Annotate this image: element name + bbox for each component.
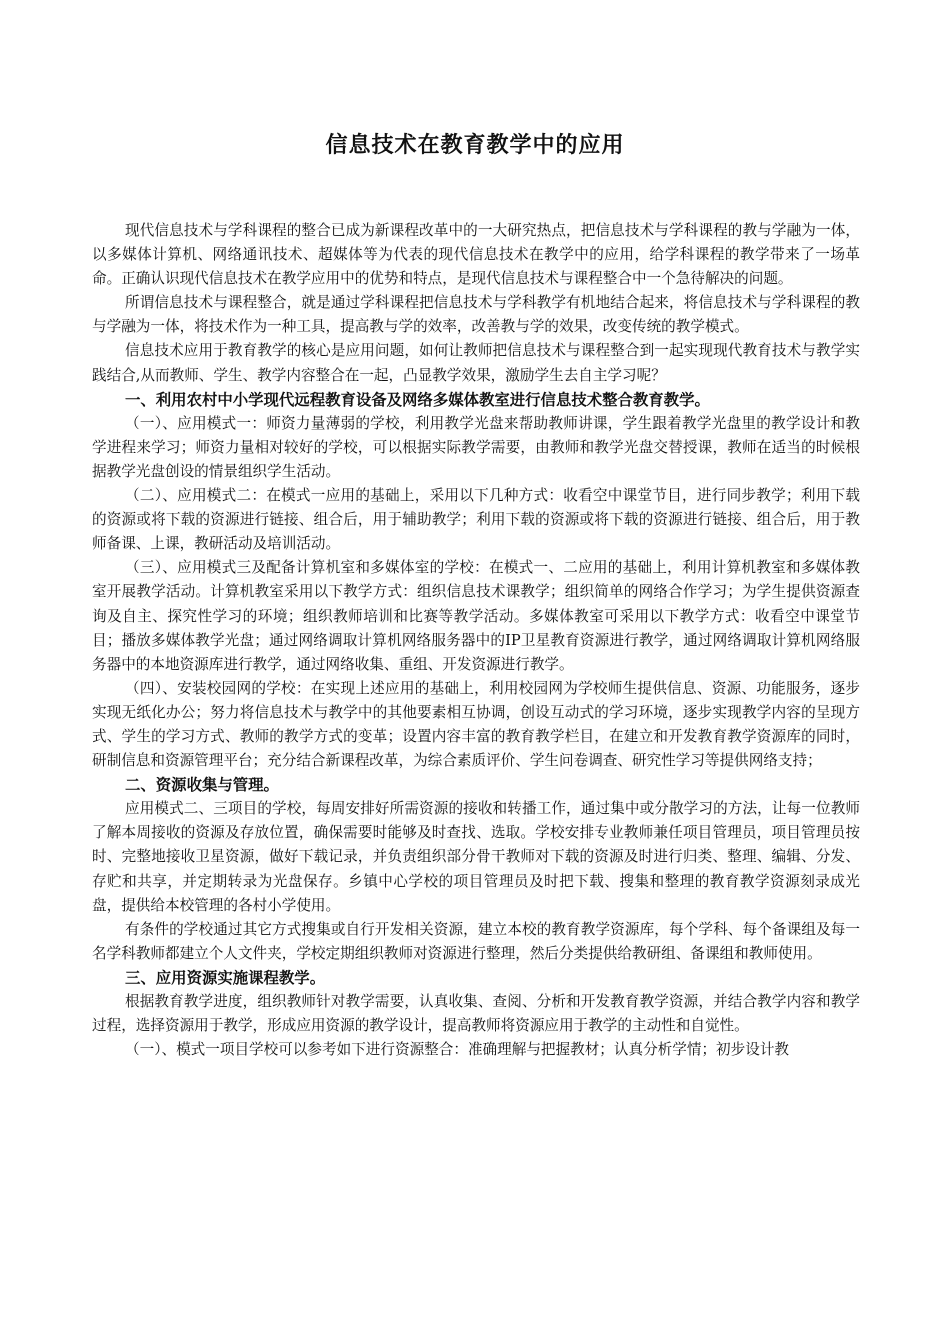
section-heading-2: 二、资源收集与管理。 (125, 776, 279, 795)
section-heading-1: 一、利用农村中小学现代远程教育设备及网络多媒体教室进行信息技术整合教育教学。 (125, 390, 710, 409)
document-title: 信息技术在教育教学中的应用 (325, 132, 625, 158)
paragraph-intro-1: 现代信息技术与学科课程的整合已成为新课程改革中的一大研究热点，把信息技术与学科课程的教与学融为一体，以多媒体计算机、网络通讯技术、超媒体等为代表的现代信息技术在教学中的应用，给学科课程的教学带来了一场革命。正确认识现代信息技术在教学应用中的优势和特点，是现代信息技术与课程整合中一个急待解决的问题。 (92, 222, 860, 288)
paragraph-collect-1: 应用模式二、三项目的学校，每周安排好所需资源的接收和转播工作，通过集中或分散学习的方法，让每一位教师了解本周接收的资源及存放位置，确保需要时能够及时查找、选取。学校安排专业教师兼任项目管理员，项目管理员按时、完整地接收卫星资源，做好下载记录，并负责组织部分骨干教师对下载的资源及时进行归类、整理、编辑、分发、存贮和共享，并定期转录为光盘保存。乡镇中心学校的项目管理员及时把下载、搜集和整理的教育教学资源刻录成光盘，提供给本校管理的各村小学使用。 (92, 800, 860, 914)
document-body (92, 219, 860, 1062)
paragraph-mode-2: （二）、应用模式二：在模式一应用的基础上，采用以下几种方式：收看空中课堂节目，进行同步教学；利用下载的资源或将下载的资源进行链接、组合后，用于辅助教学；利用下载的资源或将下载的资源进行链接、组合后，用于教师备课、上课，教研活动及培训活动。 (92, 487, 860, 553)
paragraph-apply-2: （一）、模式一项目学校可以参考如下进行资源整合：准确理解与把握教材；认真分析学情；初步设计教 (125, 1041, 790, 1059)
paragraph-intro-3: 信息技术应用于教育教学的核心是应用问题，如何让教师把信息技术与课程整合到一起实现现代教育技术与教学实践结合,从而教师、学生、教学内容整合在一起，凸显教学效果，激励学生去自主学习呢？ (92, 342, 860, 384)
paragraph-apply-1: 根据教育教学进度，组织教师针对教学需要，认真收集、查阅、分析和开发教育教学资源，并结合教学内容和教学过程，选择资源用于教学，形成应用资源的教学设计，提高教师将资源应用于教学的主动性和自觉性。 (92, 993, 860, 1035)
paragraph-intro-2: 所谓信息技术与课程整合，就是通过学科课程把信息技术与学科教学有机地结合起来，将信息技术与学科课程的教与学融为一体，将技术作为一种工具，提高教与学的效率，改善教与学的效果，改变传统的教学模式。 (92, 294, 860, 336)
paragraph-mode-4: （四）、安装校园网的学校：在实现上述应用的基础上，利用校园网为学校师生提供信息、资源、功能服务，逐步实现无纸化办公；努力将信息技术与教学中的其他要素相互协调，创设互动式的学习环境，逐步实现教学内容的呈现方式、学生的学习方式、教师的教学方式的变革；设置内容丰富的教育教学栏目，在建立和开发教育教学资源库的同时，研制信息和资源管理平台；充分结合新课程改革，为综合素质评价、学生问卷调查、研究性学习等提供网络支持； (92, 679, 860, 770)
section-heading-3: 三、应用资源实施课程教学。 (125, 968, 326, 987)
paragraph-collect-2: 有条件的学校通过其它方式搜集或自行开发相关资源，建立本校的教育教学资源库，每个学科、每个备课组及每一名学科教师都建立个人文件夹，学校定期组织教师对资源进行整理，然后分类提供给教研组、备课组和教师使用。 (92, 920, 860, 962)
paragraph-mode-1: （一）、应用模式一：师资力量薄弱的学校，利用教学光盘来帮助教师讲课，学生跟着教学光盘里的教学设计和教学进程来学习；师资力量相对较好的学校，可以根据实际教学需要，由教师和教学光盘交替授课，教师在适当的时候根据教学光盘创设的情景组织学生活动。 (92, 414, 860, 480)
paragraph-mode-3: （三）、应用模式三及配备计算机室和多媒体室的学校：在模式一、二应用的基础上，利用计算机教室和多媒体教室开展教学活动。计算机教室采用以下教学方式：组织信息技术课教学；组织简单的网络合作学习；为学生提供资源查询及自主、探究性学习的环境；组织教师培训和比赛等教学活动。多媒体教室可采用以下教学方式：收看空中课堂节目；播放多媒体教学光盘；通过网络调取计算机网络服务器中的IP卫星教育资源进行教学，通过网络调取计算机网络服务器中的本地资源库进行教学，通过网络收集、重组、开发资源进行教学。 (92, 559, 860, 673)
